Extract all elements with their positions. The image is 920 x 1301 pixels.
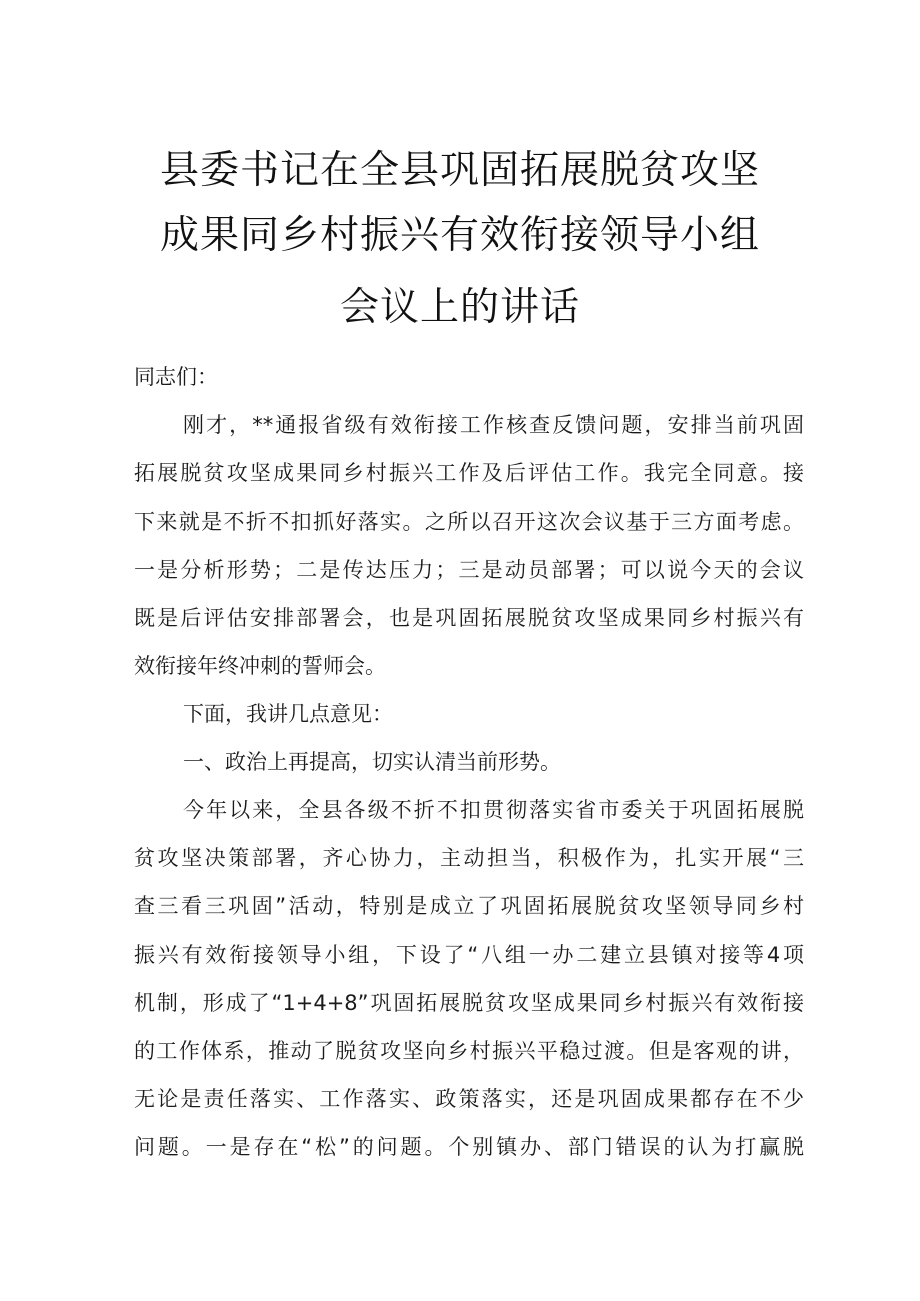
body-line: 贫攻坚决策部署，齐心协力，主动担当，积极作为，扎实开展“三 [134, 846, 804, 870]
title-line-1: 县委书记在全县巩固拓展脱贫攻坚 [159, 148, 760, 193]
title-line-2: 成果同乡村振兴有效衔接领导小组 [159, 213, 760, 258]
body-line: 振兴有效衔接领导小组，下设了“八组一办二建立县镇对接等4项 [134, 943, 804, 967]
body-line: 效衔接年终冲刺的誓师会。 [134, 654, 386, 678]
body-line: 既是后评估安排部署会，也是巩固拓展脱贫攻坚成果同乡村振兴有 [134, 606, 804, 630]
salutation: 同志们： [134, 365, 218, 389]
title-line-3: 会议上的讲话 [339, 285, 580, 330]
body-line: 下面，我讲几点意见： [183, 702, 393, 726]
section-heading: 一、政治上再提高，切实认清当前形势。 [183, 750, 561, 774]
body-line: 问题。一是存在“松”的问题。个别镇办、部门错误的认为打赢脱 [134, 1135, 804, 1159]
body-line: 机制，形成了“1+4+8”巩固拓展脱贫攻坚成果同乡村振兴有效衔接 [134, 991, 804, 1015]
body-line: 的工作体系，推动了脱贫攻坚向乡村振兴平稳过渡。但是客观的讲， [134, 1039, 804, 1063]
body-line: 刚才，**通报省级有效衔接工作核查反馈问题，安排当前巩固 [183, 413, 804, 437]
body-line: 今年以来，全县各级不折不扣贯彻落实省市委关于巩固拓展脱 [183, 798, 804, 822]
body-line: 拓展脱贫攻坚成果同乡村振兴工作及后评估工作。我完全同意。接 [134, 461, 804, 485]
body-line: 一是分析形势；二是传达压力；三是动员部署；可以说今天的会议 [134, 558, 804, 582]
body-line: 无论是责任落实、工作落实、政策落实，还是巩固成果都存在不少 [134, 1087, 804, 1111]
body-line: 下来就是不折不扣抓好落实。之所以召开这次会议基于三方面考虑。 [134, 510, 804, 534]
body-line: 查三看三巩固”活动，特别是成立了巩固拓展脱贫攻坚领导同乡村 [134, 894, 804, 918]
